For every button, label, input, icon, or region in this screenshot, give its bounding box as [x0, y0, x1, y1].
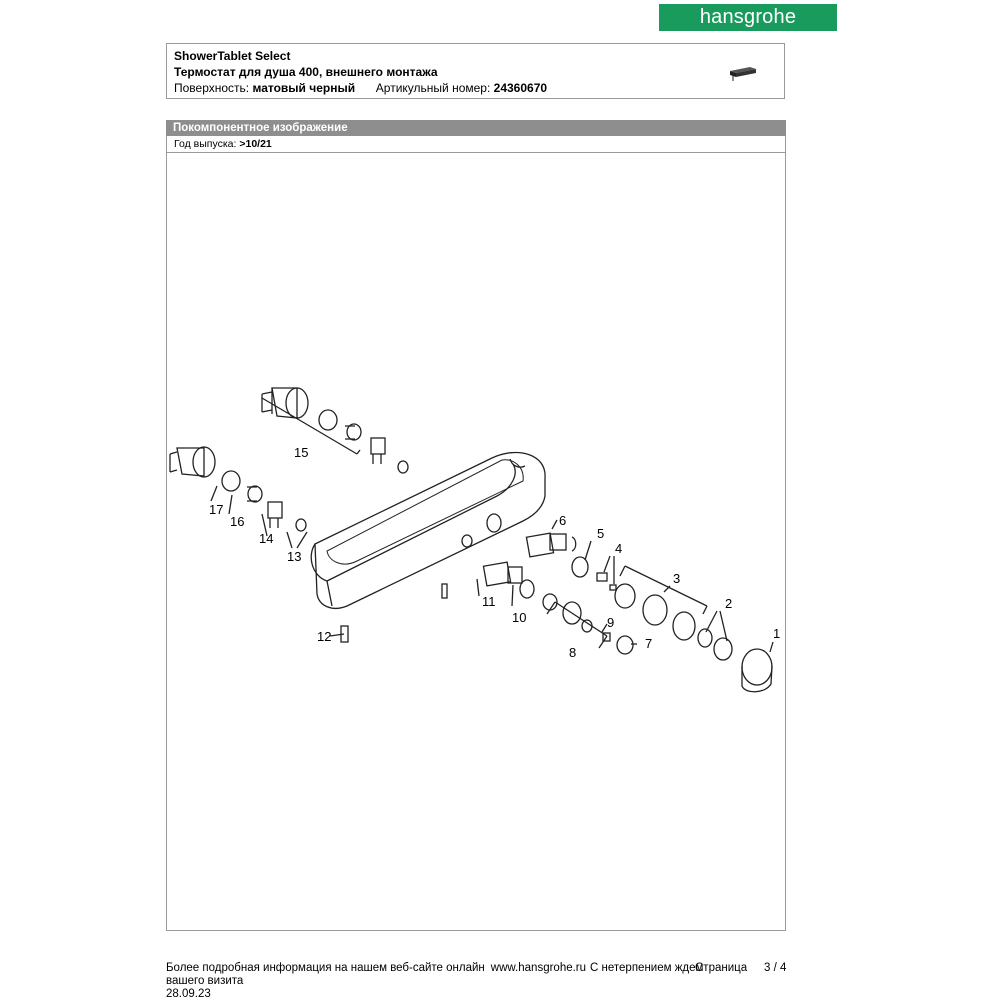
page-label: Страница [695, 962, 748, 974]
part-label-10: 10 [512, 610, 527, 625]
product-line: ShowerTablet Select [174, 49, 291, 63]
page-number: 3 / 4 [764, 962, 787, 974]
exploded-parts-drawing [167, 136, 787, 931]
part-label-13: 13 [287, 549, 302, 564]
footer-wait-text: С нетерпением ждем [590, 962, 704, 974]
section-title-bar: Покомпонентное изображение [166, 120, 786, 136]
tray-body [315, 452, 545, 608]
part-label-3: 3 [673, 571, 681, 586]
year-value: >10/21 [239, 138, 272, 150]
part-label-12: 12 [317, 629, 332, 644]
part-label-9: 9 [607, 615, 615, 630]
footer-date: 28.09.23 [166, 988, 211, 1000]
year-label: Год выпуска: [174, 138, 237, 150]
part-label-17: 17 [209, 502, 224, 517]
product-name: Термостат для душа 400, внешнего монтажа [174, 65, 438, 79]
product-header [166, 43, 785, 99]
footer-wait-text-2: вашего визита [166, 975, 244, 987]
part-label-15: 15 [294, 445, 309, 460]
footer-more-info: Более подробная информация на нашем веб-сайте онлайн [166, 962, 485, 974]
part-label-6: 6 [559, 513, 567, 528]
part-label-11: 11 [482, 594, 496, 609]
part-label-14: 14 [259, 531, 274, 546]
part-label-2: 2 [725, 596, 733, 611]
part-label-4: 4 [615, 541, 623, 556]
part-label-16: 16 [230, 514, 245, 529]
part-label-8: 8 [569, 645, 577, 660]
part-label-7: 7 [645, 636, 653, 651]
surface-label: Поверхность: [174, 81, 250, 95]
article-value: 24360670 [493, 81, 548, 95]
brand-logo: hansgrohe [659, 4, 837, 31]
website-link[interactable]: www.hansgrohe.ru [490, 962, 587, 974]
page-footer [166, 962, 800, 1001]
surface-value: матовый черный [252, 81, 356, 95]
product-thumbnail [728, 64, 758, 82]
part-label-1: 1 [773, 626, 781, 641]
part-label-5: 5 [597, 526, 605, 541]
exploded-view-panel [166, 136, 786, 931]
article-label: Артикульный номер: [375, 81, 491, 95]
